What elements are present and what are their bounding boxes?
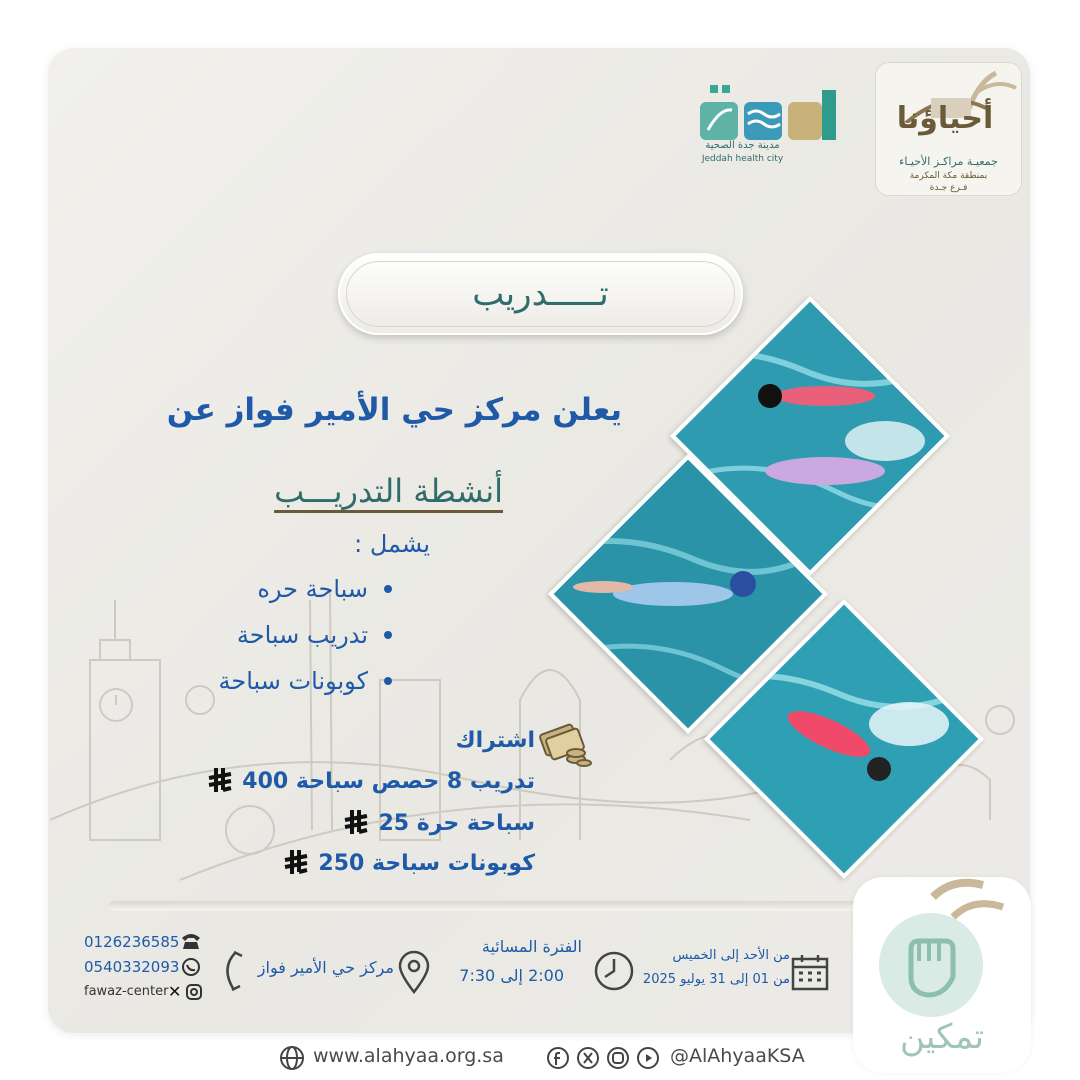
social-handle-footer[interactable]: @AlAhyaaKSA — [670, 1045, 805, 1067]
ahyaa-logo-text: أحياؤنا — [896, 101, 994, 136]
riyal-icon — [282, 848, 310, 878]
jeddah-health-city-logo — [680, 80, 860, 175]
price-item: سباحة حرة 25 — [342, 808, 535, 838]
period-time: 2:00 إلى 7:30 — [459, 966, 564, 985]
headline: يعلن مركز حي الأمير فواز عن — [166, 392, 622, 428]
ahyaa-logo-branch: فـرع جـدة — [929, 183, 968, 193]
activities-title: أنشطة التدريـــب — [274, 472, 503, 510]
days-range: من الأحد إلى الخميس — [672, 948, 790, 963]
clock-icon — [593, 950, 635, 992]
ahyaa-logo — [875, 62, 1022, 196]
jeddah-logo-icon — [680, 80, 850, 140]
bullet-icon — [384, 677, 392, 685]
title-text: تـــــدريب — [346, 261, 735, 327]
instagram-icon[interactable] — [606, 1046, 630, 1070]
list-item: سباحة حره — [219, 566, 392, 612]
price-item: تدريب 8 حصص سباحة 400 — [206, 766, 535, 796]
whatsapp-icon — [181, 957, 201, 977]
activities-list — [219, 566, 392, 704]
bullet-icon — [384, 585, 392, 593]
ahyaa-logo-region: بمنطقة مكة المكرمة — [909, 171, 988, 181]
tamkeen-label: تمكين — [899, 1017, 985, 1057]
title-banner — [338, 253, 743, 335]
phone-number[interactable]: 0126236585 — [84, 933, 180, 951]
instagram-icon[interactable] — [186, 984, 202, 1000]
tamkeen-logo — [853, 877, 1031, 1073]
period-title: الفترة المسائية — [481, 937, 582, 956]
price-item: كوبونات سباحة 250 — [282, 848, 535, 878]
calendar-icon — [790, 952, 830, 992]
date-range: من 01 إلى 31 يوليو 2025 — [642, 972, 790, 987]
whatsapp-number[interactable]: 0540332093 — [84, 958, 180, 976]
list-item: كوبونات سباحة — [219, 658, 392, 704]
riyal-icon — [206, 766, 234, 796]
subscription-label: اشتراك — [455, 728, 535, 753]
phone-icon — [180, 932, 202, 950]
youtube-icon[interactable] — [636, 1046, 660, 1070]
jeddah-logo-arabic: مدينة جدة الصحية — [705, 140, 780, 151]
jeddah-logo-english: Jeddah health city — [701, 154, 784, 164]
center-name: مركز حي الأمير فواز — [257, 958, 394, 977]
list-item: تدريب سباحة — [219, 612, 392, 658]
website-link[interactable]: www.alahyaa.org.sa — [313, 1045, 504, 1067]
fist-logo-icon — [853, 877, 1031, 1017]
x-icon[interactable]: ✕ — [168, 982, 182, 1001]
facebook-icon[interactable] — [546, 1046, 570, 1070]
x-icon[interactable] — [576, 1046, 600, 1070]
phone-handset-icon — [216, 948, 246, 994]
location-pin-icon — [396, 950, 432, 994]
social-handle[interactable]: fawaz-center — [84, 984, 169, 999]
money-stack-icon — [538, 715, 592, 769]
includes-label: يشمل : — [354, 530, 430, 558]
footer-band — [108, 901, 888, 911]
ahyaa-logo-subtitle: جمعيـة مراكـز الأحيـاء — [899, 155, 998, 168]
globe-icon — [279, 1045, 305, 1071]
riyal-icon — [342, 808, 370, 838]
bullet-icon — [384, 631, 392, 639]
